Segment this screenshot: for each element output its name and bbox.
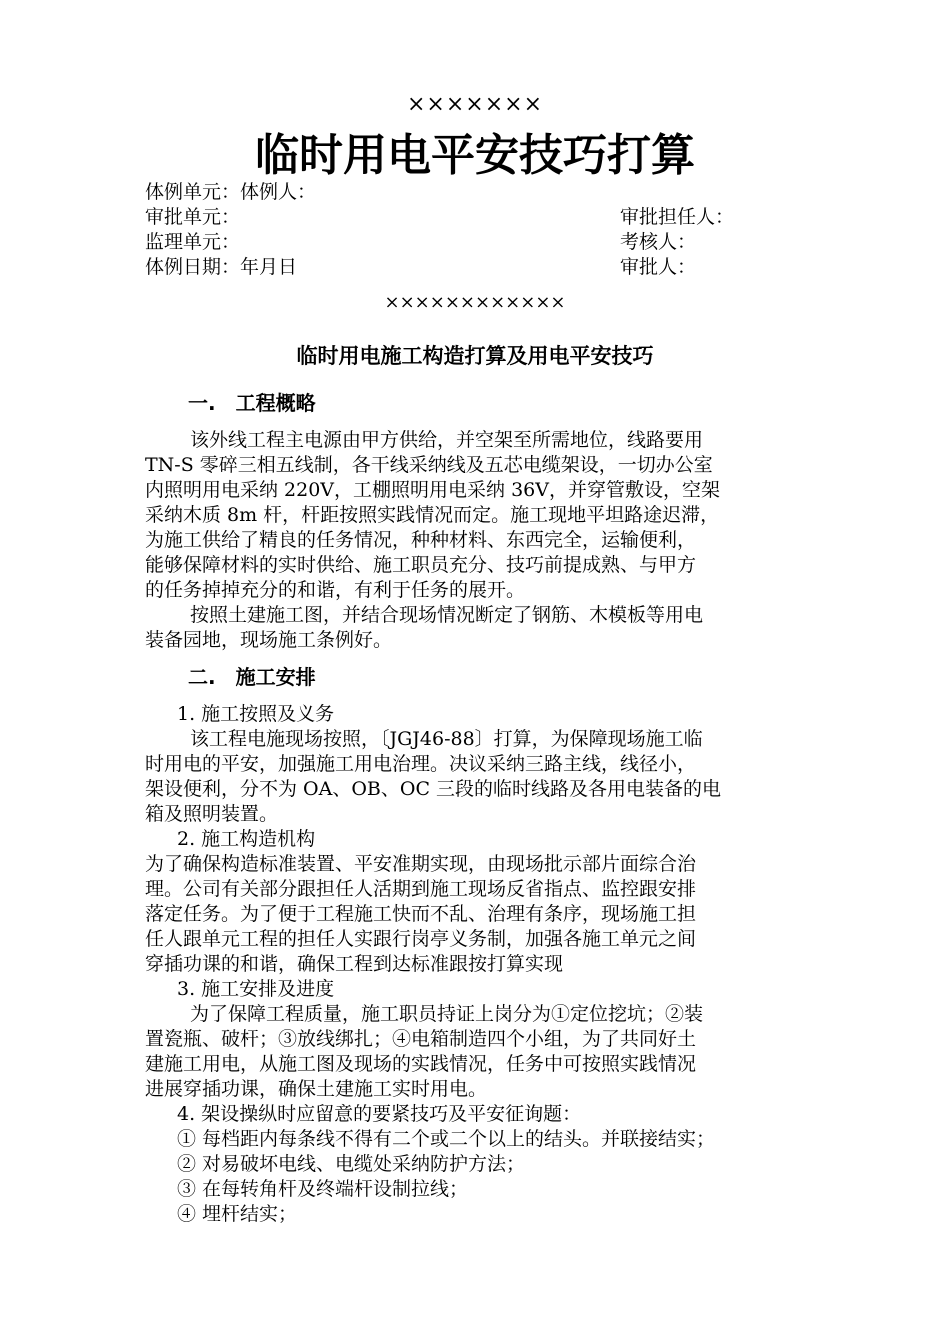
paragraph-line: 该外线工程主电源由甲方供给，并空架至所需地位，线路要用	[190, 429, 704, 451]
list-item: ③ 在每转角杆及终端杆设制拉线；	[177, 1178, 469, 1200]
paragraph-line: 为了确保构造标准装置、平安准期实现，由现场批示部片面综合治	[145, 853, 697, 875]
paragraph-line: 任人跟单元工程的担任人实跟行岗亭义务制，加强各施工单元之间	[145, 928, 697, 950]
page-title: 临时用电平安技巧打算	[255, 130, 695, 181]
meta-approver: 审批人：	[620, 256, 697, 278]
section-heading-overview: 一. 工程概略	[188, 391, 316, 415]
paragraph-line: 采纳木质 8m 杆，杆距按照实践情况而定。施工现地平坦路途迟滞，	[145, 504, 720, 526]
paragraph-line: 进展穿插功课，确保土建施工实时用电。	[145, 1078, 488, 1100]
section-heading-arrangement: 二. 施工安排	[188, 665, 316, 689]
meta-approval-unit: 审批单元：	[145, 206, 241, 228]
paragraph-line: 箱及照明装置。	[145, 803, 279, 825]
paragraph-line: 穿插功课的和谐，确保工程到达标准跟按打算实现	[145, 953, 564, 975]
header-mark-top: ×××××××	[406, 92, 544, 117]
paragraph-line: 建施工用电，从施工图及现场的实践情况，任务中可按照实践情况	[145, 1053, 697, 1075]
list-item: ① 每档距内每条线不得有二个或二个以上的结头。并联接结实；	[177, 1128, 716, 1150]
subheading-safety: 4. 架设操纵时应留意的要紧技巧及平安征询题：	[177, 1103, 582, 1125]
document-subtitle: 临时用电施工构造打算及用电平安技巧	[296, 344, 654, 368]
paragraph-line: 该工程电施现场按照，〔JGJ46-88〕打算，为保障现场施工临	[190, 728, 703, 750]
meta-compile-date: 体例日期：年月日	[145, 256, 298, 278]
paragraph-line: 为施工供给了精良的任务情况，种种材料、东西完全，运输便利，	[145, 529, 697, 551]
paragraph-line: 理。公司有关部分跟担任人活期到施工现场反省指点、监控跟安排	[145, 878, 697, 900]
meta-compiler: 体例单元：体例人：	[145, 181, 317, 203]
header-mark-mid: ××××××××××××	[384, 292, 566, 313]
paragraph-line: 能够保障材料的实时供给、施工职员充分、技巧前提成熟、与甲方	[145, 554, 697, 576]
list-item: ④ 埋杆结实；	[177, 1203, 298, 1225]
subheading-basis: 1. 施工按照及义务	[177, 703, 335, 725]
meta-approval-owner: 审批担任人：	[620, 206, 735, 228]
paragraph-line: 的任务掉掉充分的和谐，有利于任务的展开。	[145, 579, 526, 601]
paragraph-line: 装备园地，现场施工条例好。	[145, 629, 393, 651]
subheading-schedule: 3. 施工安排及进度	[177, 978, 335, 1000]
paragraph-line: 为了保障工程质量，施工职员持证上岗分为①定位挖坑；②装	[190, 1003, 704, 1025]
paragraph-line: 时用电的平安，加强施工用电治理。决议采纳三路主线，线径小，	[145, 753, 697, 775]
meta-supervision-unit: 监理单元：	[145, 231, 241, 253]
paragraph-line: 按照土建施工图，并结合现场情况断定了钢筋、木模板等用电	[190, 604, 704, 626]
paragraph-line: 置瓷瓶、破杆；③放线绑扎；④电箱制造四个小组，为了共同好土	[145, 1028, 697, 1050]
paragraph-line: 架设便利，分不为 OA、OB、OC 三段的临时线路及各用电装备的电	[145, 778, 722, 800]
paragraph-line: 落定任务。为了便于工程施工快而不乱、治理有条序，现场施工担	[145, 903, 697, 925]
paragraph-line: 内照明用电采纳 220V，工棚照明用电采纳 36V，并穿管敷设，空架	[145, 479, 720, 501]
subheading-organization: 2. 施工构造机构	[177, 828, 316, 850]
list-item: ② 对易破坏电线、电缆处采纳防护方法；	[177, 1153, 526, 1175]
paragraph-line: TN-S 零碎三相五线制，各干线采纳线及五芯电缆架设，一切办公室	[145, 454, 713, 476]
meta-reviewer: 考核人：	[620, 231, 697, 253]
